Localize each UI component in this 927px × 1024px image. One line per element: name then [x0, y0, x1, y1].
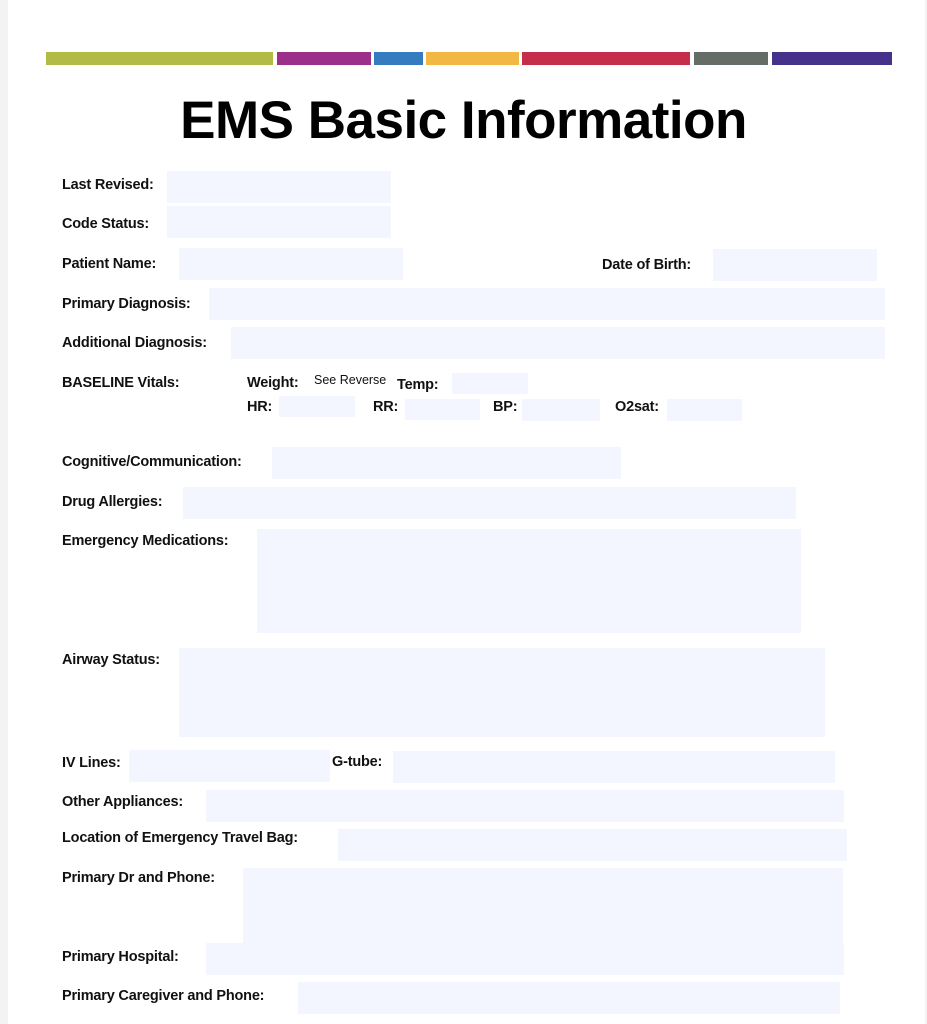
primary-hospital-label: Primary Hospital: — [62, 949, 179, 965]
code-status-field[interactable] — [167, 206, 391, 238]
o2sat-field[interactable] — [667, 399, 742, 421]
patient-name-field[interactable] — [179, 248, 403, 280]
g-tube-label: G-tube: — [332, 754, 383, 770]
date-of-birth-field[interactable] — [713, 249, 877, 281]
cognitive-communication-label: Cognitive/Communication: — [62, 454, 242, 470]
date-of-birth-label: Date of Birth: — [602, 257, 692, 273]
weight-note: See Reverse — [314, 373, 387, 387]
hr-label: HR: — [247, 399, 273, 415]
rr-field[interactable] — [405, 399, 480, 420]
travel-bag-location-label: Location of Emergency Travel Bag: — [62, 830, 298, 846]
bp-label: BP: — [493, 399, 518, 415]
temp-label: Temp: — [397, 377, 439, 393]
last-revised-field[interactable] — [167, 171, 391, 203]
color-bar-red — [522, 52, 690, 65]
color-bar-yellow — [426, 52, 519, 65]
hr-field[interactable] — [279, 396, 355, 417]
primary-hospital-field[interactable] — [206, 943, 844, 975]
travel-bag-location-field[interactable] — [338, 829, 847, 861]
color-bar-blue — [374, 52, 423, 65]
temp-field[interactable] — [452, 373, 528, 394]
primary-caregiver-phone-label: Primary Caregiver and Phone: — [62, 988, 265, 1004]
o2sat-label: O2sat: — [615, 399, 659, 415]
weight-label: Weight: — [247, 375, 299, 391]
iv-lines-field[interactable] — [129, 750, 330, 782]
iv-lines-label: IV Lines: — [62, 755, 121, 771]
emergency-medications-field[interactable] — [257, 529, 801, 633]
primary-diagnosis-field[interactable] — [209, 288, 885, 320]
drug-allergies-label: Drug Allergies: — [62, 494, 163, 510]
cognitive-communication-field[interactable] — [272, 447, 621, 479]
color-bar-green — [46, 52, 273, 65]
rr-label: RR: — [373, 399, 399, 415]
primary-dr-phone-label: Primary Dr and Phone: — [62, 870, 215, 886]
emergency-medications-label: Emergency Medications: — [62, 533, 229, 549]
airway-status-label: Airway Status: — [62, 652, 160, 668]
patient-name-label: Patient Name: — [62, 256, 157, 272]
additional-diagnosis-label: Additional Diagnosis: — [62, 335, 207, 351]
other-appliances-field[interactable] — [206, 790, 844, 822]
additional-diagnosis-field[interactable] — [231, 327, 885, 359]
last-revised-label: Last Revised: — [62, 177, 154, 193]
primary-diagnosis-label: Primary Diagnosis: — [62, 296, 191, 312]
primary-caregiver-phone-field[interactable] — [298, 982, 840, 1014]
primary-dr-phone-field[interactable] — [243, 868, 843, 943]
color-bar-purple — [772, 52, 892, 65]
g-tube-field[interactable] — [393, 751, 835, 783]
color-bar-gray — [694, 52, 768, 65]
page-title: EMS Basic Information — [180, 91, 747, 150]
drug-allergies-field[interactable] — [183, 487, 796, 519]
airway-status-field[interactable] — [179, 648, 825, 737]
baseline-vitals-label: BASELINE Vitals: — [62, 375, 180, 391]
color-bar-magenta — [277, 52, 371, 65]
other-appliances-label: Other Appliances: — [62, 794, 183, 810]
bp-field[interactable] — [522, 399, 600, 421]
code-status-label: Code Status: — [62, 216, 150, 232]
